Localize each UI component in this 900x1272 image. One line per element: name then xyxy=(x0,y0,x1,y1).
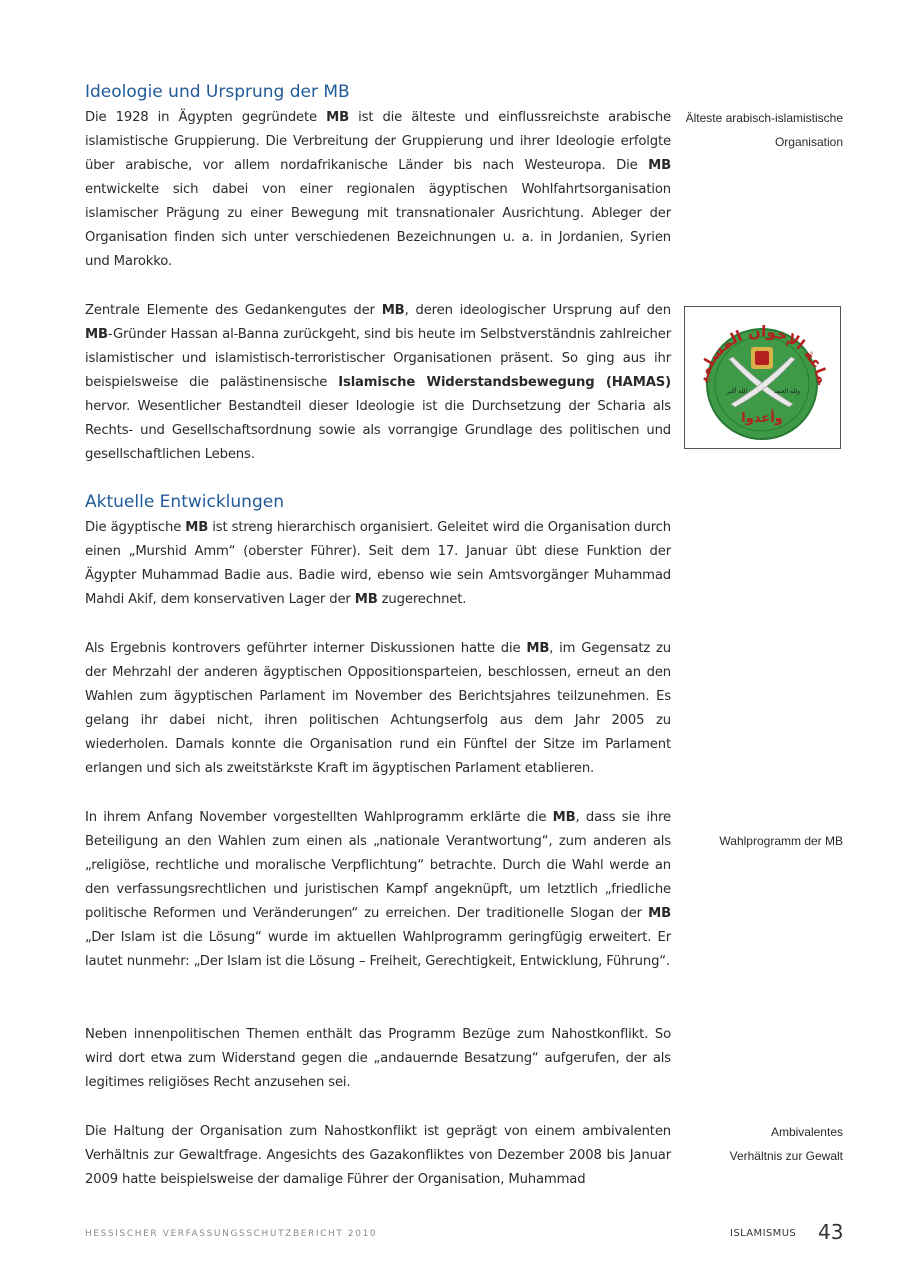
paragraph-elections: Als Ergebnis kontrovers geführter interner Diskussionen hatte die MB, im Gegensatz zu der Mehrzahl der anderen ägyptischen Oppositionsparteien, beschlossen, erneut an den Wahlen zum ägyptischen Parlament im November des Berichtsjahres teilzunehmen. Es gelang ihr dabei nicht, ihren politischen Achtungserfolg aus dem Jahr 2005 zu wiederholen. Damals konnte die Organisation rund ein Fünftel der Sitze im Parlament erlangen und sich als zweitstärkste Kraft im ägyptischen Parlament etablieren. xyxy=(85,641,671,776)
margin-note-ambivalent-violence: Ambivalentes Verhältnis zur Gewalt xyxy=(729,1125,843,1163)
paragraph-origin: Die 1928 in Ägypten gegründete MB ist die älteste und einflussreichste arabische islamistische Gruppierung. Die Verbreitung der Gruppierung und ihrer Ideologie erfolgte über arabische, vor allem nordafrikanische Länder bis nach Westeuropa. Die MB entwickelte sich dabei von einer regionalen ägyptischen Wohlfahrtsorganisation islamischer Prägung zu einer Bewegung mit transnationaler Ausrichtung. Ableger der Organisation finden sich unter verschiedenen Bezeichnungen u. a. in Jordanien, Syrien und Marokko. xyxy=(85,110,672,269)
bold-term: MB xyxy=(326,110,349,125)
muslim-brotherhood-emblem xyxy=(684,306,841,449)
emblem-icon xyxy=(685,307,840,448)
bold-term: MB xyxy=(354,592,378,607)
bold-term: MB xyxy=(85,327,108,342)
emblem-arabic-right: ولله الحمد xyxy=(774,388,800,395)
paragraph-hierarchy: Die ägyptische MB ist streng hierarchisch organisiert. Geleitet wird die Organisation durch einen „Murshid Amm“ (oberster Führer). Seit dem 17. Januar übt diese Funktion der Ägypter Muhammad Badie aus. Badie wird, ebenso wie sein Amtsvorgänger Muhammad Mahdi Akif, dem konservativen Lager der MB zugerechnet. xyxy=(85,520,671,607)
bold-term: MB xyxy=(552,810,576,825)
bold-term: MB xyxy=(526,641,550,656)
margin-note-election-program: Wahlprogramm der MB xyxy=(719,834,843,848)
emblem-arabic-left: الله أكبر xyxy=(726,388,748,395)
footer-section-name: ISLAMISMUS xyxy=(730,1228,797,1239)
section-heading-ideology: Ideologie und Ursprung der MB xyxy=(85,82,350,102)
emblem-arabic-motto: وأعدوا xyxy=(741,411,783,426)
paragraph-violence: Die Haltung der Organisation zum Nahostkonflikt ist geprägt von einem ambivalenten Verhältnis zur Gewaltfrage. Angesichts des Gazakonfliktes von Dezember 2008 bis Januar 2009 hatte beispielsweise der damalige Führer der Organisation, Muhammad xyxy=(85,1124,671,1187)
bold-term: MB xyxy=(185,520,209,535)
section-heading-developments: Aktuelle Entwicklungen xyxy=(85,492,284,512)
paragraph-middle-east: Neben innenpolitischen Themen enthält das Programm Bezüge zum Nahostkonflikt. So wird dort etwa zum Widerstand gegen die „andauernde Besatzung“ aufgerufen, der als legitimes religiöses Recht anzusehen sei. xyxy=(85,1027,671,1090)
bold-term: Islamische Widerstandsbewegung (HAMAS) xyxy=(338,375,671,390)
margin-note-oldest-organisation: Älteste arabisch-islamistische Organisation xyxy=(685,111,843,149)
page-number: 43 xyxy=(818,1220,844,1244)
emblem-arabic-title: ماعة الإخوان المسلمي xyxy=(693,322,832,387)
footer-report-title: HESSISCHER VERFASSUNGSSCHUTZBERICHT 2010 xyxy=(85,1229,378,1239)
bold-term: MB xyxy=(381,303,405,318)
bold-term: MB xyxy=(648,906,671,921)
paragraph-ideology: Zentrale Elemente des Gedankengutes der MB, deren ideologischer Ursprung auf den MB-Gründer Hassan al-Banna zurückgeht, sind bis heute im Selbstverständnis zahlreicher islamistischer und islamistisch-terroristischer Organisationen präsent. So ging aus ihr beispielsweise die palästinensische Islamische Widerstandsbewegung (HAMAS) hervor. Wesentlicher Bestandteil dieser Ideologie ist die Durchsetzung der Scharia als Rechts- und Gesellschaftsordnung sowie als vorrangige Grundlage des politischen und gesellschaftlichen Lebens. xyxy=(85,303,671,462)
bold-term: MB xyxy=(648,158,671,173)
paragraph-election-program: In ihrem Anfang November vorgestellten Wahlprogramm erklärte die MB, dass sie ihre Beteiligung an den Wahlen zum einen als „nationale Verantwortung“, zum anderen als „religiöse, rechtliche und moralische Verpflichtung“ betrachte. Durch die Wahl werde an den verfassungsrechtlichen und juristischen Kampf angeknüpft, um letztlich „friedliche politische Reformen und Veränderungen“ zu erreichen. Der traditionelle Slogan der MB „Der Islam ist die Lösung“ wurde im aktuellen Wahlprogramm geringfügig erweitert. Er lautet nunmehr: „Der Islam ist die Lösung – Freiheit, Gerechtigkeit, Entwicklung, Führung“. xyxy=(85,810,671,969)
